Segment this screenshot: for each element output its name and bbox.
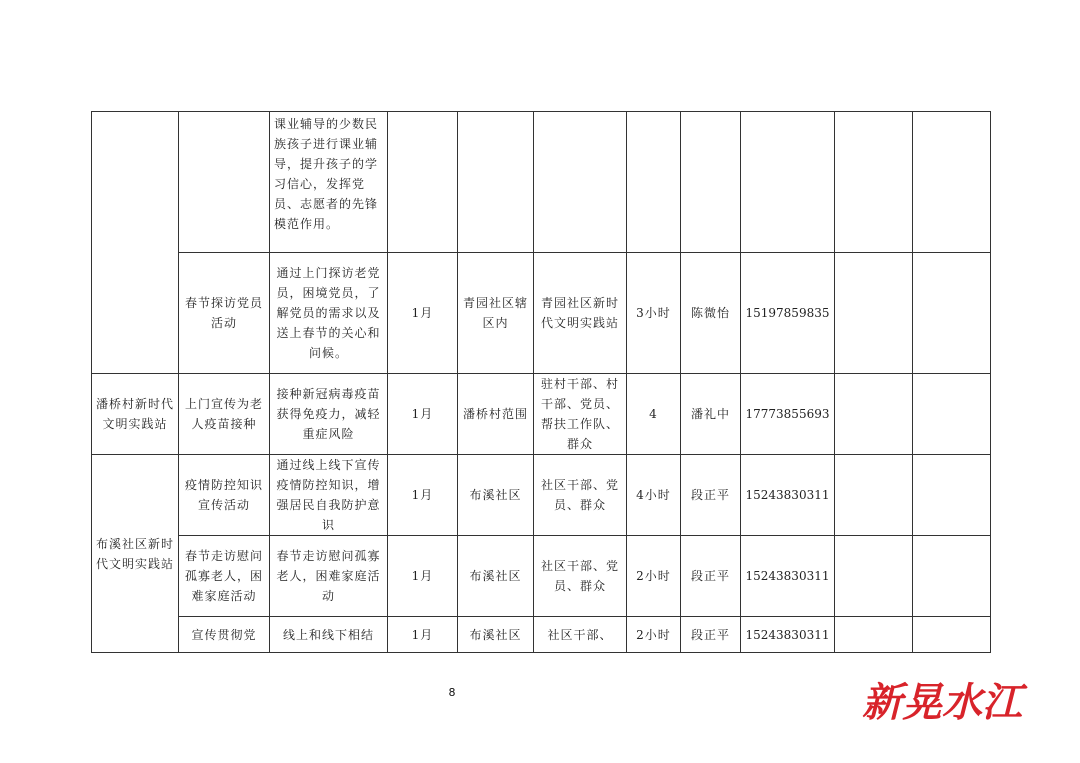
contact-cell: 段正平 xyxy=(681,617,741,653)
contact-cell: 陈微怡 xyxy=(681,253,741,374)
extra-cell xyxy=(835,536,913,617)
extra-cell xyxy=(913,112,991,253)
extra-cell xyxy=(835,253,913,374)
phone-cell: 15197859835 xyxy=(741,253,835,374)
table-row xyxy=(92,374,991,455)
content-cell: 课业辅导的少数民族孩子进行课业辅导，提升孩子的学习信心，发挥党员、志愿者的先锋模范作用。 xyxy=(270,112,388,253)
duration-cell: 4 xyxy=(627,374,681,455)
table-row xyxy=(92,617,991,653)
content-cell: 通过上门探访老党员，困境党员，了解党员的需求以及送上春节的关心和问候。 xyxy=(270,253,388,374)
contact-cell: 潘礼中 xyxy=(681,374,741,455)
table-row xyxy=(92,253,991,374)
extra-cell xyxy=(835,455,913,536)
extra-cell xyxy=(913,374,991,455)
activity-cell: 宣传贯彻党 xyxy=(179,617,270,653)
content-cell: 线上和线下相结 xyxy=(270,617,388,653)
place-cell: 潘桥村范围 xyxy=(458,374,534,455)
place-cell xyxy=(458,112,534,253)
duration-cell: 2小时 xyxy=(627,536,681,617)
table-row xyxy=(92,536,991,617)
time-cell: 1月 xyxy=(388,253,458,374)
participants-cell: 青园社区新时代文明实践站 xyxy=(534,253,627,374)
time-cell: 1月 xyxy=(388,374,458,455)
page-number: 8 xyxy=(448,686,456,699)
contact-cell: 段正平 xyxy=(681,455,741,536)
extra-cell xyxy=(913,253,991,374)
phone-cell: 15243830311 xyxy=(741,455,835,536)
activity-cell: 春节走访慰问孤寡老人，困难家庭活动 xyxy=(179,536,270,617)
extra-cell xyxy=(835,617,913,653)
activity-cell: 疫情防控知识宣传活动 xyxy=(179,455,270,536)
phone-cell: 15243830311 xyxy=(741,536,835,617)
duration-cell xyxy=(627,112,681,253)
content-cell: 接种新冠病毒疫苗获得免疫力，减轻重症风险 xyxy=(270,374,388,455)
activity-cell: 上门宣传为老人疫苗接种 xyxy=(179,374,270,455)
org-cell: 潘桥村新时代文明实践站 xyxy=(92,374,179,455)
duration-cell: 2小时 xyxy=(627,617,681,653)
contact-cell: 段正平 xyxy=(681,536,741,617)
activity-cell: 春节探访党员活动 xyxy=(179,253,270,374)
time-cell: 1月 xyxy=(388,617,458,653)
participants-cell: 社区干部、党员、群众 xyxy=(534,536,627,617)
participants-cell: 社区干部、 xyxy=(534,617,627,653)
table-row xyxy=(92,455,991,536)
extra-cell xyxy=(835,112,913,253)
watermark-logo xyxy=(860,664,1038,730)
extra-cell xyxy=(913,617,991,653)
duration-cell: 4小时 xyxy=(627,455,681,536)
org-cell: 布溪社区新时代文明实践站 xyxy=(92,455,179,653)
phone-cell xyxy=(741,112,835,253)
table-row xyxy=(92,112,991,253)
time-cell: 1月 xyxy=(388,455,458,536)
place-cell: 青园社区辖区内 xyxy=(458,253,534,374)
time-cell: 1月 xyxy=(388,536,458,617)
phone-cell: 15243830311 xyxy=(741,617,835,653)
activity-cell xyxy=(179,112,270,253)
watermark-logo-text: 新晃水江 xyxy=(862,679,1022,726)
activity-table xyxy=(91,111,991,653)
extra-cell xyxy=(913,455,991,536)
participants-cell: 驻村干部、村干部、党员、帮扶工作队、群众 xyxy=(534,374,627,455)
phone-cell: 17773855693 xyxy=(741,374,835,455)
content-cell: 春节走访慰问孤寡老人，困难家庭活动 xyxy=(270,536,388,617)
participants-cell xyxy=(534,112,627,253)
org-cell xyxy=(92,112,179,374)
content-cell: 通过线上线下宣传疫情防控知识，增强居民自我防护意识 xyxy=(270,455,388,536)
participants-cell: 社区干部、党员、群众 xyxy=(534,455,627,536)
extra-cell xyxy=(913,536,991,617)
contact-cell xyxy=(681,112,741,253)
duration-cell: 3小时 xyxy=(627,253,681,374)
extra-cell xyxy=(835,374,913,455)
place-cell: 布溪社区 xyxy=(458,455,534,536)
place-cell: 布溪社区 xyxy=(458,536,534,617)
place-cell: 布溪社区 xyxy=(458,617,534,653)
time-cell xyxy=(388,112,458,253)
